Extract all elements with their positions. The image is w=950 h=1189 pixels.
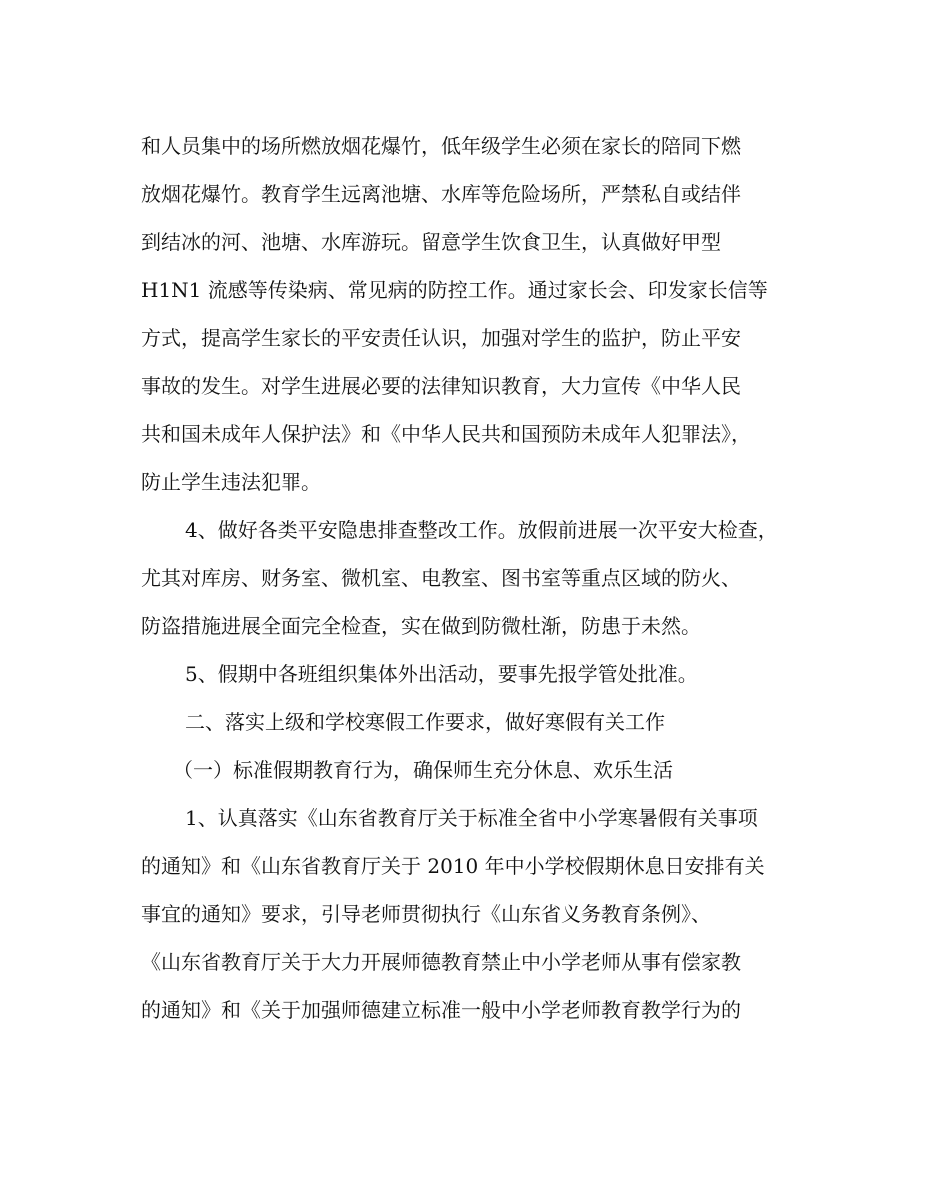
text-line-6: 事故的发生。对学生进展必要的法律知识教育，大力宣传《中华人民 [141,374,741,398]
document-body [141,122,821,1034]
text-line-1: 和人员集中的场所燃放烟花爆竹，低年级学生必须在家长的陪同下燃 [141,134,741,158]
text-line-9: 4、做好各类平安隐患排查整改工作。放假前进展一次平安大检查， [185,518,778,542]
text-line-11: 防盗措施进展全面完全检查，实在做到防微杜渐，防患于未然。 [141,614,701,638]
text-line-10: 尤其对库房、财务室、微机室、电教室、图书室等重点区域的防火、 [141,566,741,590]
text-line-19: 的通知》和《关于加强师德建立标准一般中小学老师教育教学行为的 [141,998,741,1022]
text-line-8: 防止学生违法犯罪。 [141,470,321,494]
subsection-heading-1: （一）标准假期教育行为，确保师生充分休息、欢乐生活 [173,758,673,782]
text-line-2: 放烟花爆竹。教育学生远离池塘、水库等危险场所，严禁私自或结伴 [141,182,741,206]
text-line-15: 1、认真落实《山东省教育厅关于标准全省中小学寒暑假有关事项 [185,806,758,830]
text-line-18: 《山东省教育厅关于大力开展师德教育禁止中小学老师从事有偿家教 [141,950,741,974]
text-line-7: 共和国未成年人保护法》和《中华人民共和国预防未成年人犯罪法》， [141,422,751,446]
text-line-12: 5、假期中各班组织集体外出活动，要事先报学管处批准。 [185,662,698,686]
text-line-5: 方式，提高学生家长的平安责任认识，加强对学生的监护，防止平安 [141,326,741,350]
text-line-3: 到结冰的河、池塘、水库游玩。留意学生饮食卫生，认真做好甲型 [141,230,721,254]
text-line-16: 的通知》和《山东省教育厅关于 2010 年中小学校假期休息日安排有关 [141,854,765,878]
text-line-4: H1N1 流感等传染病、常见病的防控工作。通过家长会、印发家长信等 [141,278,768,302]
text-line-17: 事宜的通知》要求，引导老师贯彻执行《山东省义务教育条例》、 [141,902,711,926]
section-heading-2: 二、落实上级和学校寒假工作要求，做好寒假有关工作 [185,710,665,734]
